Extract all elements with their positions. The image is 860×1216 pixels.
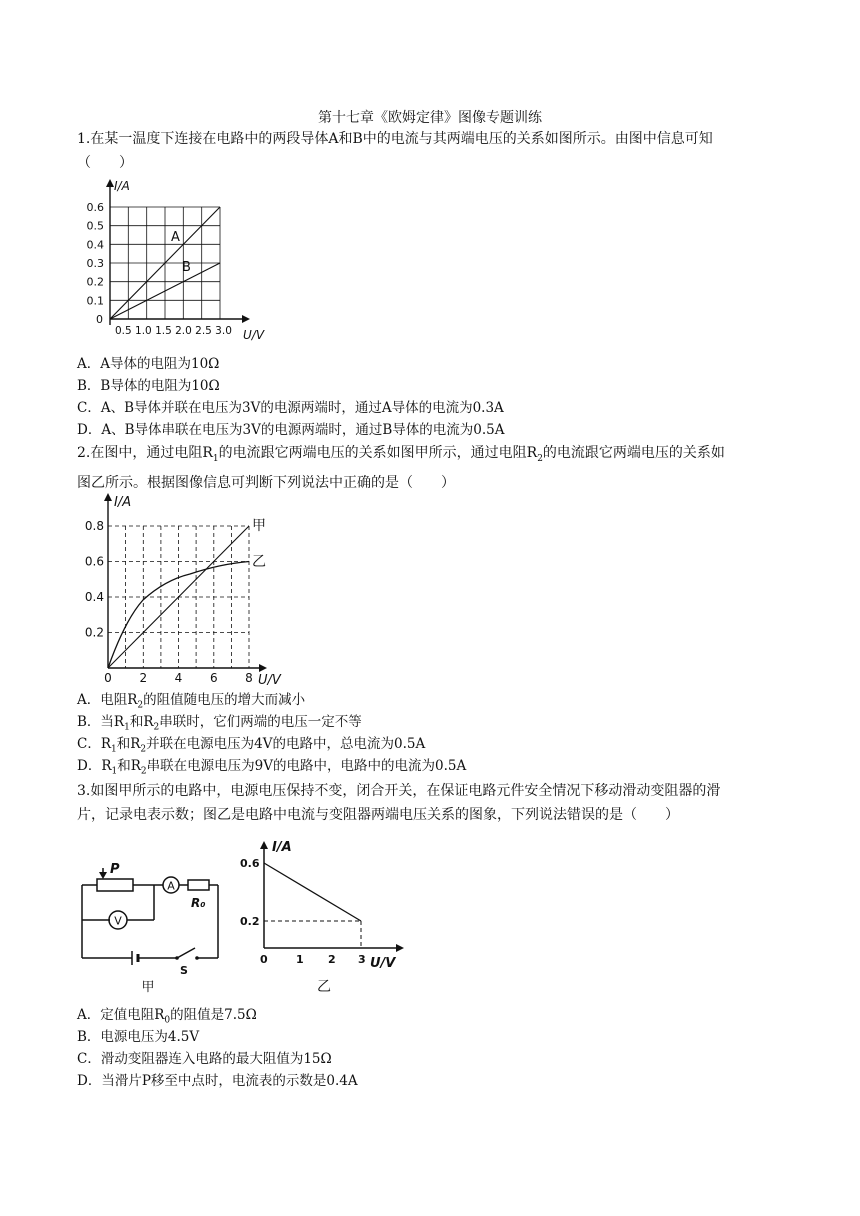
q3-x-tick: 2 bbox=[328, 953, 336, 966]
question-2-stem bbox=[77, 441, 797, 495]
question-3-option-a: A．定值电阻$R_0$的阻值是7.5Ω bbox=[77, 1007, 257, 1026]
q2-y-arrow-icon bbox=[104, 493, 112, 501]
question-3-option-c: C．滑动变阻器连入电路的最大阻值为15Ω bbox=[77, 1051, 332, 1067]
question-3-option-d: D．当滑片P移至中点时，电流表的示数是0.4A bbox=[77, 1073, 358, 1089]
q3-y-arrow-icon bbox=[260, 841, 268, 849]
r0-label: R₀ bbox=[191, 896, 206, 910]
question-2-option-c: C．$R_1$和$R_2$并联在电源电压为4V的电路中，总电流为0.5A bbox=[77, 736, 426, 755]
q2-y-axis-label: I/A bbox=[114, 495, 132, 510]
page-title: 第十七章《欧姆定律》图像专题训练 bbox=[318, 110, 542, 126]
q1-y-axis-label: I/A bbox=[114, 179, 130, 193]
question-3-circuit bbox=[70, 855, 230, 995]
q1-line-b-label: B bbox=[182, 260, 191, 275]
q2-line-jia-label: 甲 bbox=[252, 518, 266, 534]
q3-x-tick: 1 bbox=[296, 953, 304, 966]
voltmeter-label: V bbox=[114, 914, 122, 928]
q3-data-line bbox=[264, 863, 361, 921]
q3-graph-caption: 乙 bbox=[317, 979, 331, 995]
q2-y-ticks bbox=[85, 519, 104, 640]
q1-line-a-label: A bbox=[171, 230, 180, 245]
q3-x-axis-label: U/V bbox=[370, 956, 396, 971]
q2-curve-yi-label: 乙 bbox=[252, 554, 266, 570]
question-3-stem-line2: 片，记录电表示数；图乙是电路中电流与变阻器两端电压关系的图象，下列说法错误的是（ ） bbox=[77, 807, 679, 823]
question-1-option-a: A．A导体的电阻为10Ω bbox=[77, 356, 220, 372]
q1-x-arrow-icon bbox=[242, 315, 250, 323]
q2-x-tick: 2 bbox=[139, 671, 148, 685]
q2-x-tick: 4 bbox=[174, 671, 183, 685]
q1-y-tick: 0.4 bbox=[86, 238, 104, 252]
q2-x-tick: 6 bbox=[209, 671, 218, 685]
question-2-graph bbox=[80, 490, 290, 685]
q3-y-tick: 0.6 bbox=[240, 857, 260, 870]
q1-y-tick: 0.1 bbox=[86, 294, 104, 308]
q1-x-ticks: 0.5 1.0 1.5 2.0 2.5 3.0 bbox=[115, 325, 232, 337]
q3-ticks bbox=[240, 857, 366, 966]
q1-y-ticks bbox=[87, 201, 105, 307]
q2-x-axis-label: U/V bbox=[258, 673, 281, 685]
q2-y-tick: 0.8 bbox=[84, 519, 104, 533]
question-3-stem bbox=[77, 779, 797, 827]
q3-y-tick: 0.2 bbox=[240, 915, 260, 928]
q2-x-ticks bbox=[104, 671, 253, 685]
slider-arrow-icon bbox=[99, 872, 107, 879]
question-2-stem-line1: 2.在图中，通过电阻$R_1$的电流跟它两端电压的关系如图甲所示，通过电阻$R_2$的电流跟它两端电压的关系如 bbox=[77, 445, 725, 464]
q2-x-arrow-icon bbox=[259, 664, 267, 672]
q1-y-tick: 0.6 bbox=[86, 201, 104, 214]
question-2-option-b: B．当$R_1$和$R_2$串联时，它们两端的电压一定不等 bbox=[77, 714, 362, 733]
q3-guide-lines bbox=[264, 921, 361, 948]
q2-y-tick: 0.6 bbox=[84, 554, 104, 569]
question-2-stem-line2: 图乙所示。根据图像信息可判断下列说法中正确的是（ ） bbox=[77, 474, 455, 491]
question-1-graph bbox=[80, 177, 290, 347]
q2-x-tick: 0 bbox=[104, 671, 112, 685]
resistor-r0-icon bbox=[188, 880, 209, 890]
q1-y-tick: 0.5 bbox=[86, 219, 104, 233]
circuit-caption: 甲 bbox=[141, 980, 155, 995]
question-2-option-d: D．$R_1$和$R_2$串联在电源电压为9V的电路中，电路中的电流为0.5A bbox=[77, 758, 467, 777]
q2-y-tick: 0.2 bbox=[84, 625, 104, 640]
q1-origin: 0 bbox=[96, 313, 103, 326]
question-2-option-a: A．电阻$R_2$的阻值随电压的增大而减小 bbox=[77, 692, 306, 711]
rheostat-icon bbox=[97, 879, 133, 891]
question-1-option-c: C．A、B导体并联在电压为3V的电源两端时，通过A导体的电流为0.3A bbox=[77, 400, 504, 416]
question-1-option-d: D．A、B导体串联在电压为3V的电源两端时，通过B导体的电流为0.5A bbox=[77, 422, 505, 438]
question-3-graph bbox=[236, 835, 416, 1000]
question-1-stem-line1: 1.在某一温度下连接在电路中的两段导体A和B中的电流与其两端电压的关系如图所示。由图中信息可知 bbox=[77, 131, 713, 147]
q2-x-tick: 8 bbox=[245, 671, 253, 685]
question-3-option-b: B．电源电压为4.5V bbox=[77, 1029, 200, 1045]
q2-y-tick: 0.4 bbox=[84, 590, 104, 604]
question-1-stem bbox=[77, 127, 797, 175]
question-3-stem-line1: 3.如图甲所示的电路中，电源电压保持不变，闭合开关，在保证电路元件安全情况下移动滑动变阻器的滑 bbox=[77, 783, 721, 799]
q3-x-tick: 0 bbox=[260, 953, 268, 966]
question-1-option-b: B．B导体的电阻为10Ω bbox=[77, 378, 220, 394]
q1-x-axis-label: U/V bbox=[243, 328, 265, 342]
slider-p-label: P bbox=[110, 862, 120, 877]
q1-y-tick: 0.3 bbox=[86, 257, 104, 270]
switch-label: S bbox=[180, 964, 188, 977]
q3-y-axis-label: I/A bbox=[272, 840, 292, 855]
q1-y-tick: 0.2 bbox=[86, 275, 104, 289]
q3-x-tick: 3 bbox=[358, 953, 366, 966]
q3-x-arrow-icon bbox=[396, 944, 404, 952]
question-1-stem-line2: （ ） bbox=[77, 155, 133, 171]
q1-y-arrow-icon bbox=[106, 179, 114, 187]
ammeter-label: A bbox=[167, 879, 175, 893]
switch-icon bbox=[177, 948, 195, 958]
